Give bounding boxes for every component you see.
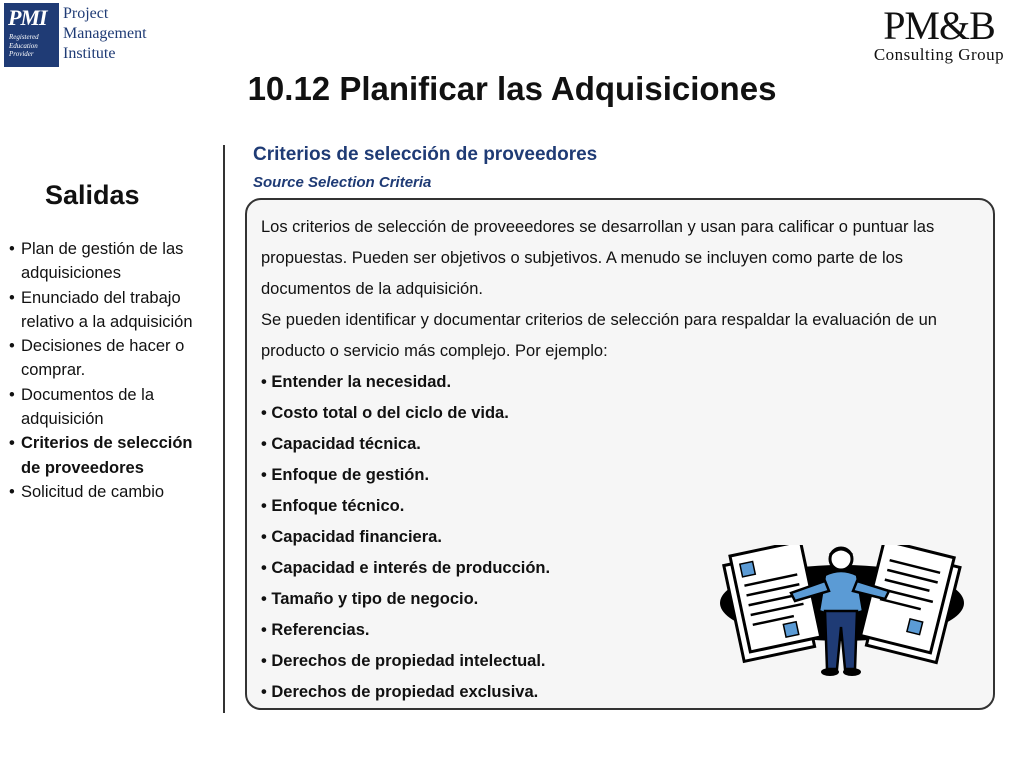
criteria-item: • Capacidad e interés de producción. — [261, 559, 551, 577]
criteria-item: • Capacidad financiera. — [261, 528, 442, 546]
pmi-name — [63, 4, 147, 64]
pmb-logo-sub: Consulting Group — [873, 45, 1005, 64]
criteria-item: • Entender la necesidad. — [261, 373, 452, 391]
pmi-badge-line: Education — [9, 41, 38, 50]
output-item: • Plan de gestión de las adquisiciones — [9, 237, 214, 286]
output-item-current: • Criterios de selección de proveedores — [9, 431, 214, 480]
pmi-logo — [4, 3, 150, 67]
content-box — [245, 198, 995, 710]
description-paragraph: Se pueden identificar y documentar criterios de selección para respaldar la evaluación de un producto o servicio más complejo. Por ejemplo: — [261, 311, 937, 360]
criteria-item: • Capacidad técnica. — [261, 435, 421, 453]
criteria-item: • Costo total o del ciclo de vida. — [261, 404, 509, 422]
criteria-item: • Derechos de propiedad intelectual. — [261, 652, 546, 670]
section-title: Criterios de selección de proveedores — [253, 144, 598, 165]
pmb-logo — [866, 3, 1012, 64]
description-paragraph: Los criterios de selección de proveeedores se desarrollan y usan para calificar o puntuar las propuestas. Pueden ser objetivos o subjetivos. A menudo se incluyen como parte de los documentos de la adquisición. — [261, 218, 935, 298]
pmi-badge-letters: PMI — [8, 5, 47, 30]
outputs-list — [9, 237, 214, 504]
criteria-item: • Derechos de propiedad exclusiva. — [261, 683, 539, 701]
outputs-heading: Salidas — [45, 180, 140, 210]
pmi-badge-caption — [9, 33, 39, 59]
column-divider — [223, 145, 225, 713]
pmb-logo-main: PM&B — [883, 3, 995, 48]
pmi-badge — [4, 3, 59, 67]
section-subtitle: Source Selection Criteria — [253, 174, 432, 191]
pmi-badge-line: Registered — [9, 33, 39, 41]
criteria-item: • Tamaño y tipo de negocio. — [261, 590, 479, 608]
page-title: 10.12 Planificar las Adquisiciones — [247, 70, 777, 107]
left-document-icon — [722, 545, 822, 661]
output-item: • Solicitud de cambio — [9, 480, 214, 504]
output-item: • Decisiones de hacer o comprar. — [9, 334, 214, 383]
pmi-name-line: Project — [63, 5, 109, 22]
criteria-item: • Enfoque de gestión. — [261, 466, 430, 484]
output-item: • Documentos de la adquisición — [9, 383, 214, 432]
pmi-name-line: Management — [63, 25, 147, 42]
person-comparing-documents-illustration — [717, 545, 967, 685]
criteria-item: • Enfoque técnico. — [261, 497, 405, 515]
pmi-badge-line: Provider — [9, 50, 34, 58]
output-item: • Enunciado del trabajo relativo a la adquisición — [9, 286, 214, 335]
criteria-item: • Referencias. — [261, 621, 370, 639]
right-document-icon — [859, 545, 962, 663]
pmi-name-line: Institute — [63, 45, 116, 62]
